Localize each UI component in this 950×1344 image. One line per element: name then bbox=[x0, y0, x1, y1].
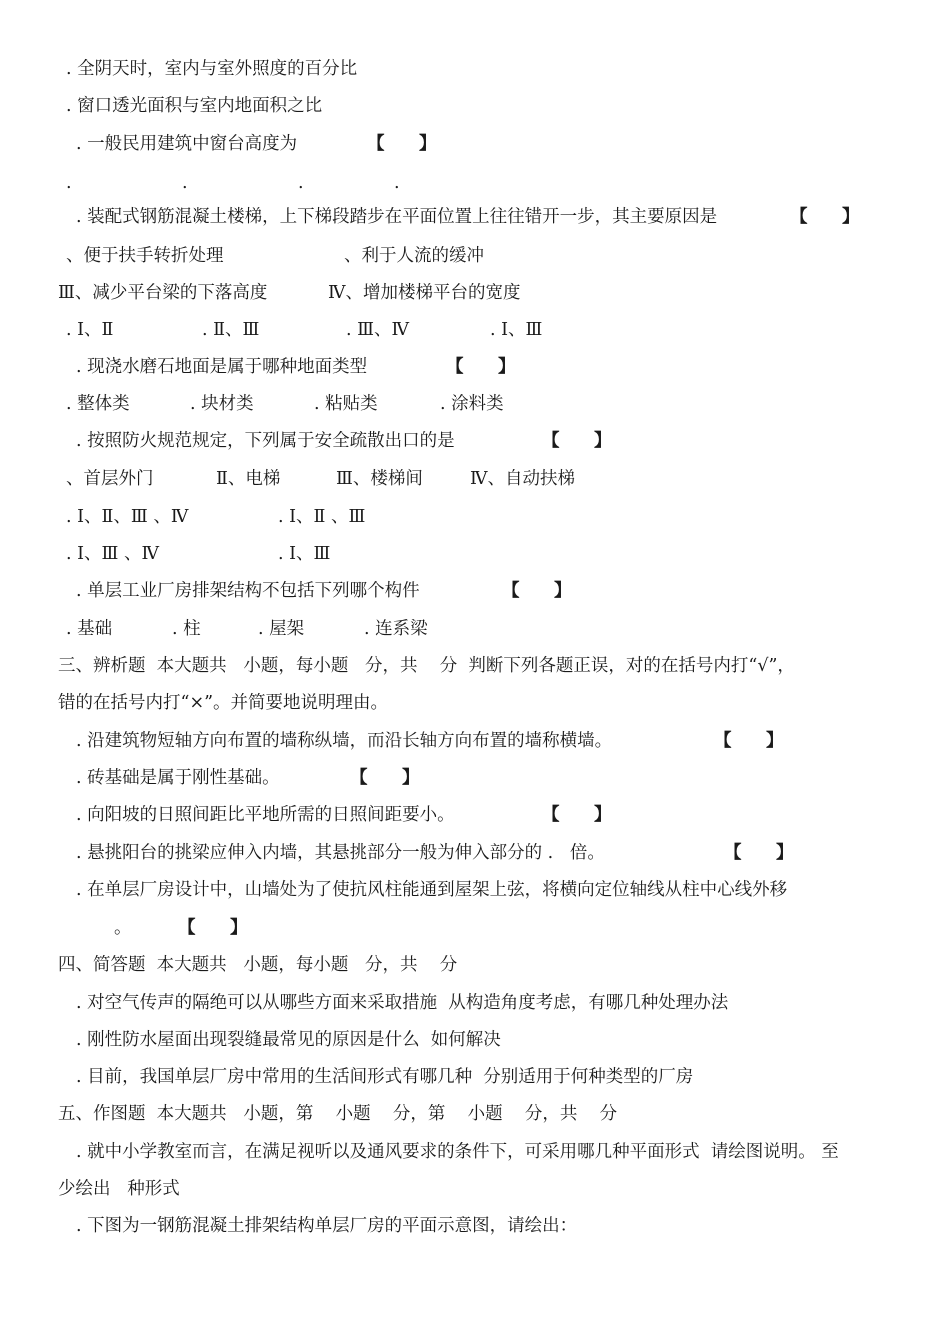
option-line: . 全阴天时，室内与室外照度的百分比 bbox=[66, 59, 358, 79]
answer-bracket-close: 】 bbox=[230, 918, 248, 938]
question-line: . 装配式钢筋混凝土楼梯，上下梯段踏步在平面位置上往往错开一步，其主要原因是 bbox=[76, 207, 718, 227]
section-heading: 五、作图题 本大题共 小题，第 小题 分，第 小题 分，共 分 bbox=[58, 1104, 618, 1124]
option-item: . Ⅱ、Ⅲ bbox=[202, 320, 260, 340]
statement-item: 、利于人流的缓冲 bbox=[344, 246, 484, 266]
statement-item: Ⅳ、增加楼梯平台的宽度 bbox=[328, 283, 521, 303]
option-item: . Ⅰ、Ⅲ bbox=[490, 320, 543, 340]
answer-bracket-close: 】 bbox=[842, 207, 860, 227]
answer-bracket-close: 】 bbox=[554, 581, 572, 601]
section-heading: 四、简答题 本大题共 小题，每小题 分，共 分 bbox=[58, 955, 458, 975]
answer-bracket-close: 】 bbox=[419, 134, 437, 154]
option-item: . 柱 bbox=[172, 619, 201, 639]
question-line: . 刚性防水屋面出现裂缝最常见的原因是什么 如何解决 bbox=[76, 1030, 501, 1050]
option-item: . Ⅰ、Ⅱ 、Ⅲ bbox=[278, 507, 366, 527]
answer-bracket-close: 】 bbox=[776, 843, 794, 863]
option-line: . 窗口透光面积与室内地面积之比 bbox=[66, 96, 323, 116]
answer-bracket-close: 】 bbox=[498, 357, 516, 377]
question-line: . 单层工业厂房排架结构不包括下列哪个构件 bbox=[76, 581, 420, 601]
question-line: . 目前，我国单层厂房中常用的生活间形式有哪几种 分别适用于何种类型的厂房 bbox=[76, 1067, 694, 1087]
answer-bracket-open: 【 bbox=[542, 805, 560, 825]
answer-bracket-open: 【 bbox=[178, 918, 196, 938]
statement-item: Ⅲ、楼梯间 bbox=[336, 469, 423, 489]
answer-bracket-close: 】 bbox=[594, 805, 612, 825]
section-instruction: 错的在括号内打“×”。并简要地说明理由。 bbox=[58, 693, 389, 713]
option-item: . 涂料类 bbox=[440, 394, 504, 414]
statement-item: 、首层外门 bbox=[66, 469, 154, 489]
answer-bracket-open: 【 bbox=[446, 357, 464, 377]
question-line: . 在单层厂房设计中，山墙处为了使抗风柱能通到屋架上弦，将横向定位轴线从柱中心线外移 bbox=[76, 880, 788, 900]
statement-item: 、便于扶手转折处理 bbox=[66, 246, 224, 266]
answer-bracket-open: 【 bbox=[714, 731, 732, 751]
option-item: . Ⅰ、Ⅲ 、Ⅳ bbox=[66, 544, 159, 564]
option-item: . Ⅰ、Ⅱ、Ⅲ 、Ⅳ bbox=[66, 507, 189, 527]
answer-bracket-open: 【 bbox=[790, 207, 808, 227]
answer-bracket-open: 【 bbox=[542, 431, 560, 451]
option-item: . Ⅲ、Ⅳ bbox=[346, 320, 409, 340]
question-line: . 下图为一钢筋混凝土排架结构单层厂房的平面示意图，请绘出： bbox=[76, 1216, 578, 1236]
answer-bracket-open: 【 bbox=[724, 843, 742, 863]
option-marker: . bbox=[298, 173, 304, 193]
question-line: . 沿建筑物短轴方向布置的墙称纵墙，而沿长轴方向布置的墙称横墙。 bbox=[76, 731, 613, 751]
question-line: . 砖基础是属于刚性基础。 bbox=[76, 768, 280, 788]
question-line: . 一般民用建筑中窗台高度为 bbox=[76, 134, 298, 154]
answer-bracket-open: 【 bbox=[502, 581, 520, 601]
answer-bracket-open: 【 bbox=[350, 768, 368, 788]
statement-item: Ⅲ、减少平台梁的下落高度 bbox=[58, 283, 268, 303]
option-item: . 块材类 bbox=[190, 394, 254, 414]
option-marker: . bbox=[66, 173, 72, 193]
question-line-end: 。 bbox=[114, 918, 132, 938]
question-line: . 悬挑阳台的挑梁应伸入内墙，其悬挑部分一般为伸入部分的 . 倍。 bbox=[76, 843, 605, 863]
option-item: . 基础 bbox=[66, 619, 113, 639]
option-marker: . bbox=[182, 173, 188, 193]
answer-bracket-open: 【 bbox=[367, 134, 385, 154]
option-item: . Ⅰ、Ⅲ bbox=[278, 544, 331, 564]
option-item: . 粘贴类 bbox=[314, 394, 378, 414]
question-line-continued: 少绘出 种形式 bbox=[58, 1179, 180, 1199]
question-line: . 现浇水磨石地面是属于哪种地面类型 bbox=[76, 357, 368, 377]
question-line: . 向阳坡的日照间距比平地所需的日照间距要小。 bbox=[76, 805, 455, 825]
statement-item: Ⅱ、电梯 bbox=[216, 469, 281, 489]
option-item: . 屋架 bbox=[258, 619, 305, 639]
option-item: . Ⅰ、Ⅱ bbox=[66, 320, 114, 340]
answer-bracket-close: 】 bbox=[594, 431, 612, 451]
option-item: . 连系梁 bbox=[364, 619, 428, 639]
section-heading: 三、辨析题 本大题共 小题，每小题 分，共 分 判断下列各题正误，对的在括号内打“√”， bbox=[58, 656, 795, 676]
answer-bracket-close: 】 bbox=[766, 731, 784, 751]
statement-item: Ⅳ、自动扶梯 bbox=[470, 469, 575, 489]
question-line: . 按照防火规范规定，下列属于安全疏散出口的是 bbox=[76, 431, 455, 451]
question-line: . 对空气传声的隔绝可以从哪些方面来采取措施 从构造角度考虑，有哪几种处理办法 bbox=[76, 993, 729, 1013]
answer-bracket-close: 】 bbox=[402, 768, 420, 788]
option-item: . 整体类 bbox=[66, 394, 130, 414]
question-line: . 就中小学教室而言，在满足视听以及通风要求的条件下，可采用哪几种平面形式 请绘图说明。 至 bbox=[76, 1142, 839, 1162]
option-marker: . bbox=[394, 173, 400, 193]
